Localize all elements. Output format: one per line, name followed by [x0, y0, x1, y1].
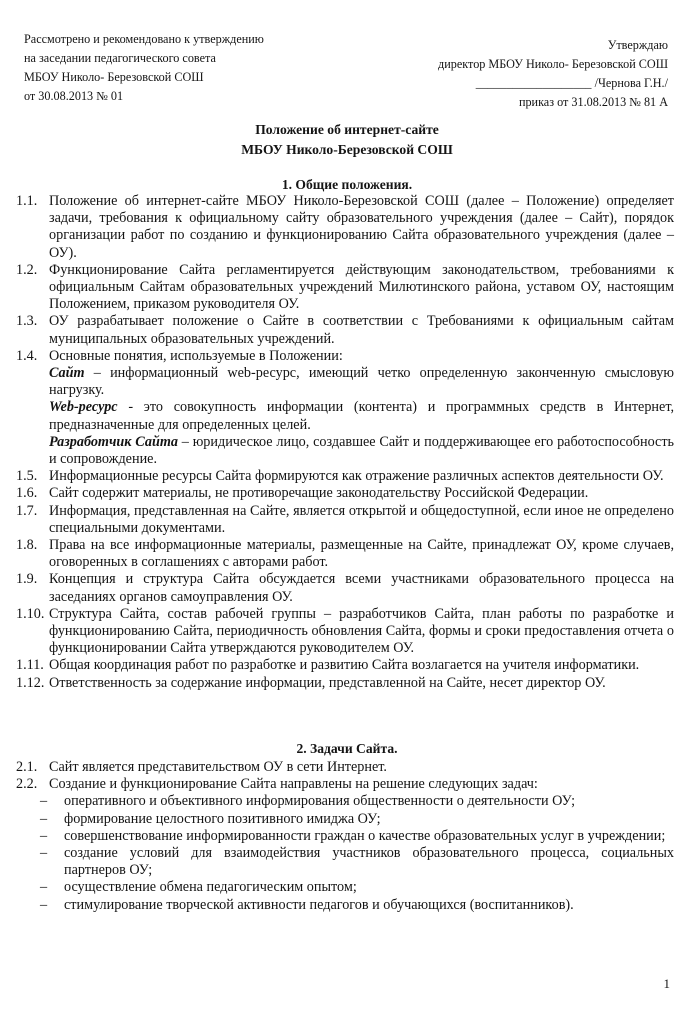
- clause-1-9: [16, 571, 674, 605]
- task-item: [40, 879, 674, 896]
- approval-block: [24, 30, 324, 106]
- clause-number: 1.3.: [16, 313, 38, 330]
- clause-number: 1.12.: [16, 674, 45, 691]
- clause-text: Концепция и структура Сайта обсуждается всеми участниками образовательного процесса на заседаниях органов самоуправления ОУ.: [49, 571, 674, 605]
- title-line-1: Положение об интернет-сайте: [255, 122, 439, 137]
- approval-line: МБОУ Николо- Березовской СОШ: [24, 70, 204, 84]
- approval-line: от 30.08.2013 № 01: [24, 89, 124, 103]
- definition-term: Сайт: [49, 365, 85, 382]
- task-text: формирование целостного позитивного имиджа ОУ;: [64, 810, 381, 827]
- section-2-body: [16, 759, 674, 914]
- section-1-body: [16, 193, 674, 692]
- clause-1-5: [16, 468, 674, 485]
- section-2-heading: 2. Задачи Сайта.: [296, 741, 398, 756]
- dash-marker: –: [40, 793, 48, 810]
- dash-marker: –: [40, 810, 48, 827]
- clause-1-12: [16, 675, 674, 692]
- document-title: [0, 120, 694, 160]
- clause-text: ОУ разрабатывает положение о Сайте в соответствии с Требованиями к официальным сайтам муниципальных образовательных учреждений.: [49, 313, 674, 347]
- confirmation-block: [338, 36, 668, 112]
- definition-term: Web-ресурс: [49, 399, 118, 416]
- clause-number: 1.5.: [16, 468, 38, 485]
- clause-text: Информационные ресурсы Сайта формируются как отражение различных аспектов деятельности ОУ.: [49, 468, 664, 485]
- definition-web-resource: [49, 399, 674, 433]
- dash-marker: –: [40, 827, 48, 844]
- definition-text: – юридическое лицо, создавшее Сайт и поддерживающее его работоспособность и сопровождение.: [49, 433, 674, 468]
- clause-text: Ответственность за содержание информации, представленной на Сайте, несет директор ОУ.: [49, 674, 606, 691]
- clause-number: 1.6.: [16, 485, 38, 502]
- clause-number: 1.9.: [16, 571, 38, 588]
- definition-text: - это совокупность информации (контента) и программных средств в Интернет, предназначенные для определенных целей.: [49, 399, 674, 433]
- clause-2-2: [16, 776, 674, 793]
- clause-1-3: [16, 313, 674, 347]
- clause-number: 1.11.: [16, 657, 44, 674]
- confirmation-line: Утверждаю: [607, 38, 668, 52]
- confirmation-line: директор МБОУ Николо- Березовской СОШ: [438, 57, 668, 71]
- dash-marker: –: [40, 896, 48, 913]
- task-item: [40, 811, 674, 828]
- task-text: оперативного и объективного информирования общественности о деятельности ОУ;: [64, 793, 576, 810]
- task-text: совершенствование информированности граждан о качестве образовательных услуг в учреждении;: [64, 827, 666, 844]
- page-number: 1: [663, 976, 670, 991]
- clause-number: 1.7.: [16, 502, 38, 519]
- clause-1-11: [16, 657, 674, 674]
- approval-line: Рассмотрено и рекомендовано к утверждению: [24, 32, 264, 46]
- clause-number: 1.4.: [16, 347, 38, 364]
- task-item: [40, 793, 674, 810]
- clause-text: Права на все информационные материалы, размещенные на Сайте, принадлежат ОУ, кроме случаев, оговоренных в соглашениях с авторами работ.: [49, 537, 674, 571]
- section-1-heading: 1. Общие положения.: [281, 177, 413, 192]
- signature-line: ___________________ /Чернова Г.Н./: [475, 76, 668, 90]
- clause-1-8: [16, 537, 674, 571]
- clause-text: Структура Сайта, состав рабочей группы – разработчиков Сайта, план работы по разработке и функционированию Сайта, периодичность обновления Сайта, формы и сроки предоставления отчета о функционировании Сайта утверждаются руководителем ОУ.: [49, 605, 674, 657]
- clause-1-1: [16, 193, 674, 262]
- clause-number: 1.10.: [16, 605, 45, 622]
- clause-text: Функционирование Сайта регламентируется действующим законодательством, требованиями к официальным Сайтам образовательных учреждений Милютинского района, уставом ОУ, настоящим Положением, приказом руководителя ОУ.: [49, 261, 674, 313]
- dash-marker: –: [40, 879, 48, 896]
- clause-number: 1.2.: [16, 261, 38, 278]
- clause-1-10: [16, 606, 674, 658]
- clause-1-7: [16, 503, 674, 537]
- title-line-2: МБОУ Николо-Березовской СОШ: [241, 142, 453, 157]
- clause-1-4: [16, 348, 674, 365]
- clause-text: Создание и функционирование Сайта направлены на решение следующих задач:: [49, 776, 538, 793]
- clause-1-2: [16, 262, 674, 314]
- clause-2-1: [16, 759, 674, 776]
- clause-number: 2.2.: [16, 776, 38, 793]
- clause-1-6: [16, 485, 674, 502]
- clause-number: 2.1.: [16, 759, 38, 775]
- confirmation-line: приказ от 31.08.2013 № 81 А: [518, 95, 668, 109]
- clause-text: Общая координация работ по разработке и развитию Сайта возлагается на учителя информатики.: [49, 657, 640, 674]
- clause-text: Сайт является представительством ОУ в сети Интернет.: [49, 759, 387, 775]
- task-text: осуществление обмена педагогическим опытом;: [64, 879, 357, 896]
- task-item: [40, 897, 674, 914]
- task-text: стимулирование творческой активности педагогов и обучающихся (воспитанников).: [64, 896, 574, 913]
- clause-text: Сайт содержит материалы, не противоречащие законодательству Российской Федерации.: [49, 485, 589, 502]
- clause-text: Информация, представленная на Сайте, является открытой и общедоступной, если иное не определено специальными документами.: [49, 502, 674, 536]
- definition-term: Разработчик Сайта: [49, 433, 178, 450]
- definition-site-developer: [49, 434, 674, 468]
- clause-number: 1.8.: [16, 537, 38, 554]
- definition-text: – информационный web-ресурс, имеющий четко определенную законченную смысловую нагрузку.: [49, 365, 674, 399]
- task-item: [40, 845, 674, 879]
- clause-text: Положение об интернет-сайте МБОУ Николо-Березовской СОШ (далее – Положение) определяет задачи, требования к официальному сайту образовательного учреждения (далее – Сайт), порядок организации работ по созданию и функционированию Сайта образовательного учреждения (далее – ОУ).: [49, 193, 674, 261]
- task-item: [40, 828, 674, 845]
- clause-number: 1.1.: [16, 193, 38, 209]
- dash-marker: –: [40, 845, 48, 862]
- definitions-list: [16, 365, 674, 468]
- task-text: создание условий для взаимодействия участников образовательного процесса, социальных партнеров ОУ;: [64, 845, 674, 879]
- approval-line: на заседании педагогического совета: [24, 51, 216, 65]
- clause-text: Основные понятия, используемые в Положении:: [49, 347, 343, 364]
- tasks-list: [16, 793, 674, 913]
- definition-site: [49, 365, 674, 399]
